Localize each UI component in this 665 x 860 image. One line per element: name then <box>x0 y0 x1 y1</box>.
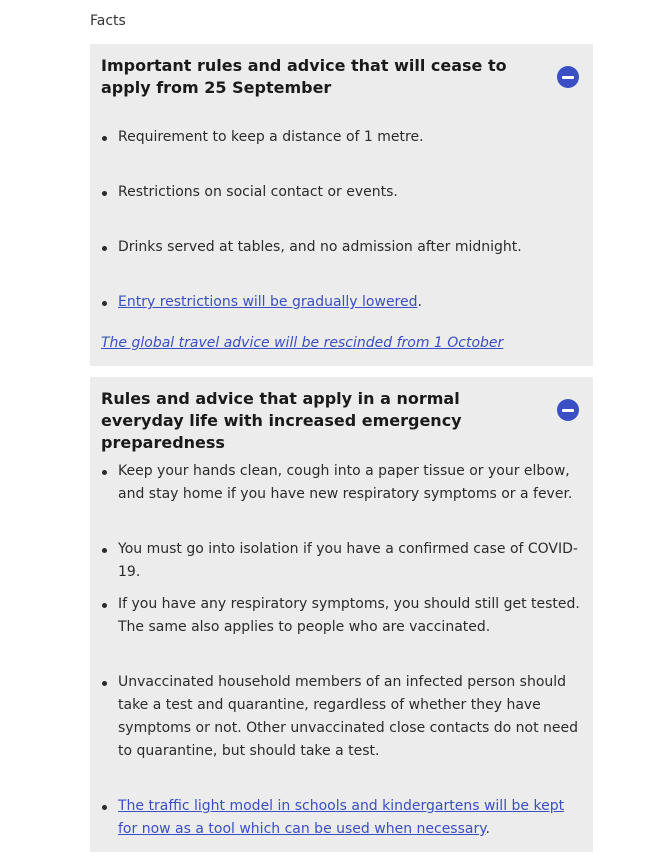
list-item-text: If you have any respiratory symptoms, you should still get tested. The same also applies to people who are vaccinated. <box>118 596 580 635</box>
panel-heading[interactable]: Rules and advice that apply in a normal everyday life with increased emergency preparedness <box>101 389 462 452</box>
link-suffix: . <box>485 821 490 837</box>
bullet-icon <box>102 191 107 196</box>
list-item-text: Restrictions on social contact or events. <box>118 184 398 200</box>
bullet-icon <box>102 548 107 553</box>
bullet-icon <box>102 681 107 686</box>
bullet-icon <box>102 805 107 810</box>
minus-circle-icon[interactable] <box>557 399 579 421</box>
traffic-light-model-link[interactable]: The traffic light model in schools and kindergartens will be kept for now as a tool which can be used when necessary <box>118 798 565 837</box>
list-item-text: Drinks served at tables, and no admission after midnight. <box>118 239 522 255</box>
facts-label: Facts <box>90 13 126 29</box>
travel-advice-link[interactable]: The global travel advice will be rescinded from 1 October <box>101 335 504 351</box>
panel-heading[interactable]: Important rules and advice that will cease to apply from 25 September <box>101 56 507 97</box>
bullet-icon <box>102 136 107 141</box>
list-item-text <box>118 795 583 841</box>
list-item-text: You must go into isolation if you have a confirmed case of COVID-19. <box>118 541 578 580</box>
list-item-text: Unvaccinated household members of an infected person should take a test and quarantine, regardless of whether they have symptoms or not. Other unvaccinated close contacts do not need to quarantine, but should take a test. <box>118 674 579 759</box>
link-suffix: . <box>417 294 422 310</box>
entry-restrictions-link[interactable]: Entry restrictions will be gradually lowered <box>118 294 418 310</box>
bullet-icon <box>102 246 107 251</box>
list-item-text: Keep your hands clean, cough into a paper tissue or your elbow, and stay home if you have new respiratory symptoms or a fever. <box>118 463 573 502</box>
accordion-panel-ceasing-rules <box>90 44 593 366</box>
list-item-text <box>118 291 583 314</box>
minus-circle-icon[interactable] <box>557 66 579 88</box>
bullet-icon <box>102 301 107 306</box>
list-item-text: Requirement to keep a distance of 1 metre. <box>118 129 424 145</box>
accordion-panel-everyday-rules <box>90 377 593 852</box>
bullet-icon <box>102 470 107 475</box>
bullet-icon <box>102 603 107 608</box>
